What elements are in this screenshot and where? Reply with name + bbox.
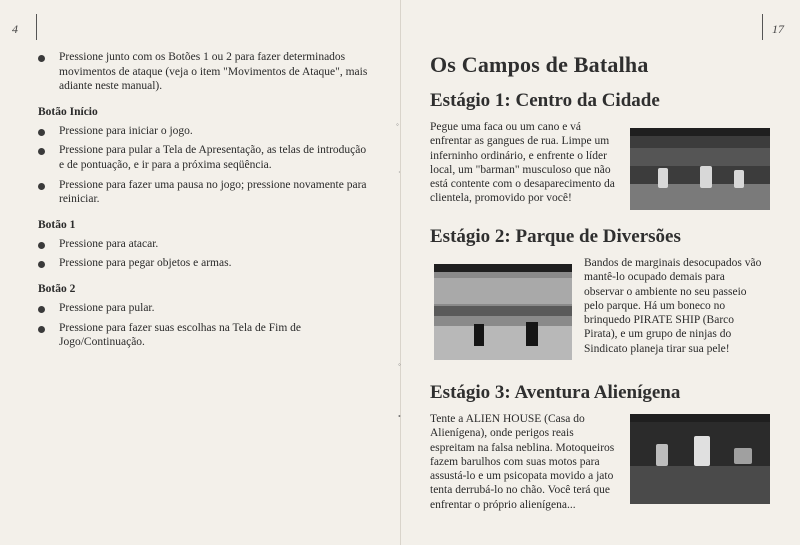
header-rule-right — [762, 14, 763, 40]
margin-mark: · — [398, 168, 401, 177]
stage-2-text: Bandos de marginais desocupados vão mantê-lo ocupado demais para observar o ambiente no seu passeio pelo parque. Há um boneco no brinquedo PIRATE SHIP (Barco Pirata), e um grupo de ninjas do Sindicato planeja tirar sua pele! — [584, 257, 762, 355]
bullet-icon — [38, 242, 45, 249]
margin-mark: ◦ — [398, 360, 401, 369]
list-item: Pressione para pular. — [38, 301, 368, 316]
list-item: Pressione para atacar. — [38, 237, 368, 252]
list-item: Pressione para fazer uma pausa no jogo; pressione novamente para reiniciar. — [38, 178, 368, 207]
header-rule-left — [36, 14, 37, 40]
stage-3 — [430, 412, 770, 512]
stage-3-text: Tente a ALIEN HOUSE (Casa do Alienígena), onde perigos reais espreitam na falsa neblina. Motoqueiros fazem barulhos com suas motos para assustá-lo e um psicopata movido a jato tenta derrubá-lo no chão. Você terá que enfrentar o próprio alienígena... — [430, 413, 615, 511]
hud-bar — [434, 264, 572, 272]
margin-mark: ◦ — [396, 120, 399, 129]
section-button-2 — [38, 283, 368, 350]
hud-bar — [630, 128, 770, 136]
battlefields-column — [430, 52, 770, 512]
list-item: Pressione junto com os Botões 1 ou 2 para fazer determinados movimentos de ataque (veja o item "Movimentos de Ataque", mais adiante neste manual). — [38, 50, 368, 94]
stage-1 — [430, 120, 770, 210]
page-number-right: 17 — [772, 22, 784, 36]
margin-mark: • — [398, 412, 401, 421]
stage-1-screenshot — [630, 128, 770, 210]
list-item: Pressione para pegar objetos e armas. — [38, 256, 368, 271]
bullet-icon — [38, 326, 45, 333]
page-fold — [400, 0, 401, 545]
bullet-icon — [38, 129, 45, 136]
bullet-icon — [38, 183, 45, 190]
page-number-left: 4 — [12, 22, 18, 36]
section-heading: Botão 1 — [38, 218, 76, 231]
stage-1-text: Pegue uma faca ou um cano e vá enfrentar as gangues de rua. Limpe um inferninho ordinário, e enfrente o líder local, um "barman" musculoso que não está contente com o desaparecimento da clientela, promovido por você! — [430, 121, 615, 205]
list-item: Pressione para fazer suas escolhas na Tela de Fim de Jogo/Continuação. — [38, 321, 368, 350]
list-item: Pressione para iniciar o jogo. — [38, 124, 368, 139]
stage-2-title: Estágio 2: Parque de Diversões — [430, 226, 681, 247]
stage-2 — [434, 256, 770, 360]
bullet-icon — [38, 306, 45, 313]
controls-column — [38, 50, 368, 355]
section-button-1 — [38, 219, 368, 271]
stage-1-title: Estágio 1: Centro da Cidade — [430, 90, 660, 111]
stage-2-screenshot — [434, 264, 572, 360]
section-heading: Botão 2 — [38, 282, 76, 295]
bullet-icon — [38, 148, 45, 155]
section-heading: Botão Início — [38, 105, 98, 118]
bullet-icon — [38, 261, 45, 268]
bullet-icon — [38, 55, 45, 62]
section-start-button — [38, 106, 368, 207]
page-title: Os Campos de Batalha — [430, 52, 649, 77]
list-item: Pressione para pular a Tela de Apresentação, as telas de introdução e de pontuação, e ir para a próxima seqüência. — [38, 143, 368, 172]
stage-3-title: Estágio 3: Aventura Alienígena — [430, 382, 681, 403]
stage-3-screenshot — [630, 414, 770, 504]
hud-bar — [630, 414, 770, 422]
